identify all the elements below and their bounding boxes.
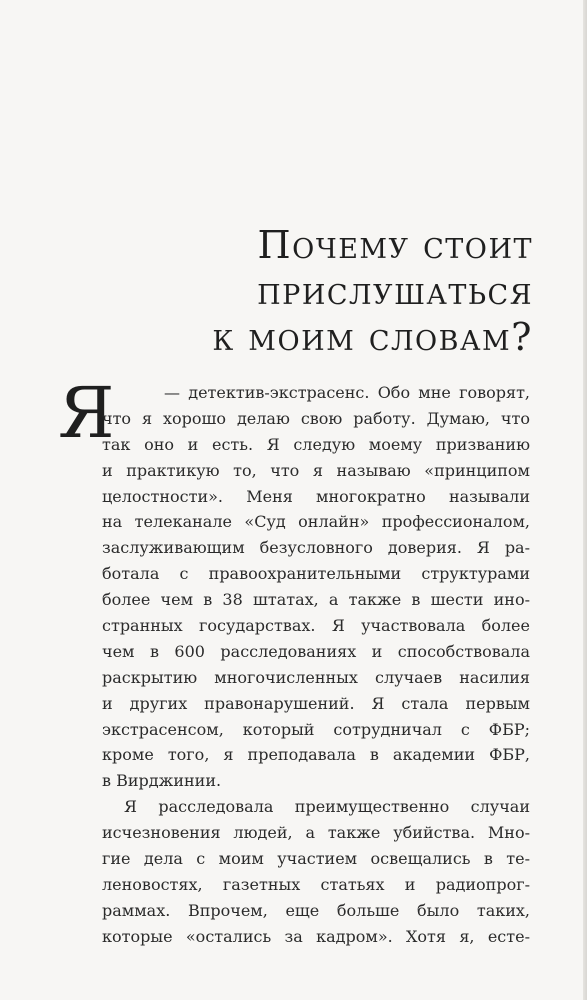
chapter-heading [113,222,533,360]
text-line: экстрасенсом, который сотрудничал с ФБР; [102,719,530,739]
paragraph-1 [102,380,530,794]
drop-cap: Я [58,372,115,454]
page-edge [583,0,587,1000]
text-line: исчезновения людей, а также убийства. Мно- [102,823,530,843]
heading-line-1: Почему стоит [257,223,533,267]
text-line: леновостях, газетных статьях и радиопрог- [102,874,530,894]
text-line: раскрытию многочисленных случаев насилия [102,667,530,687]
text-line: и других правонарушений. Я стала первым [102,693,530,713]
text-line: целостности». Меня многократно называли [102,486,530,506]
text-line: Я расследовала преимущественно случаи [124,797,530,817]
paragraph-2 [102,794,530,949]
heading-line-2: прислушаться [257,269,533,313]
text-line: на телеканале «Суд онлайн» профессионалом, [102,512,530,532]
text-line: которые «остались за кадром». Хотя я, есте- [102,926,530,946]
heading-line-3: к моим словам? [212,315,533,359]
text-line: и практикую то, что я называю «принципом [102,460,530,480]
text-line: гие дела с моим участием освещались в те- [102,849,530,869]
text-line: более чем в 38 штатах, а также в шести ино- [102,590,530,610]
body-text [102,380,530,950]
text-line: раммах. Впрочем, еще больше было таких, [102,900,530,920]
text-line: — детектив-экстрасенс. Обо мне говорят, [164,383,530,402]
text-line: заслуживающим безусловного доверия. Я ра- [102,538,530,558]
text-line: чем в 600 расследованиях и способствовала [102,641,530,661]
text-line: так оно и есть. Я следую моему призванию [102,434,530,454]
text-line: что я хорошо делаю свою работу. Думаю, что [102,408,530,428]
text-line: ботала с правоохранительными структурами [102,564,530,584]
text-line: в Вирджинии. [102,771,222,791]
text-line: кроме того, я преподавала в академии ФБР, [102,745,530,765]
text-line: странных государствах. Я участвовала более [102,616,530,636]
